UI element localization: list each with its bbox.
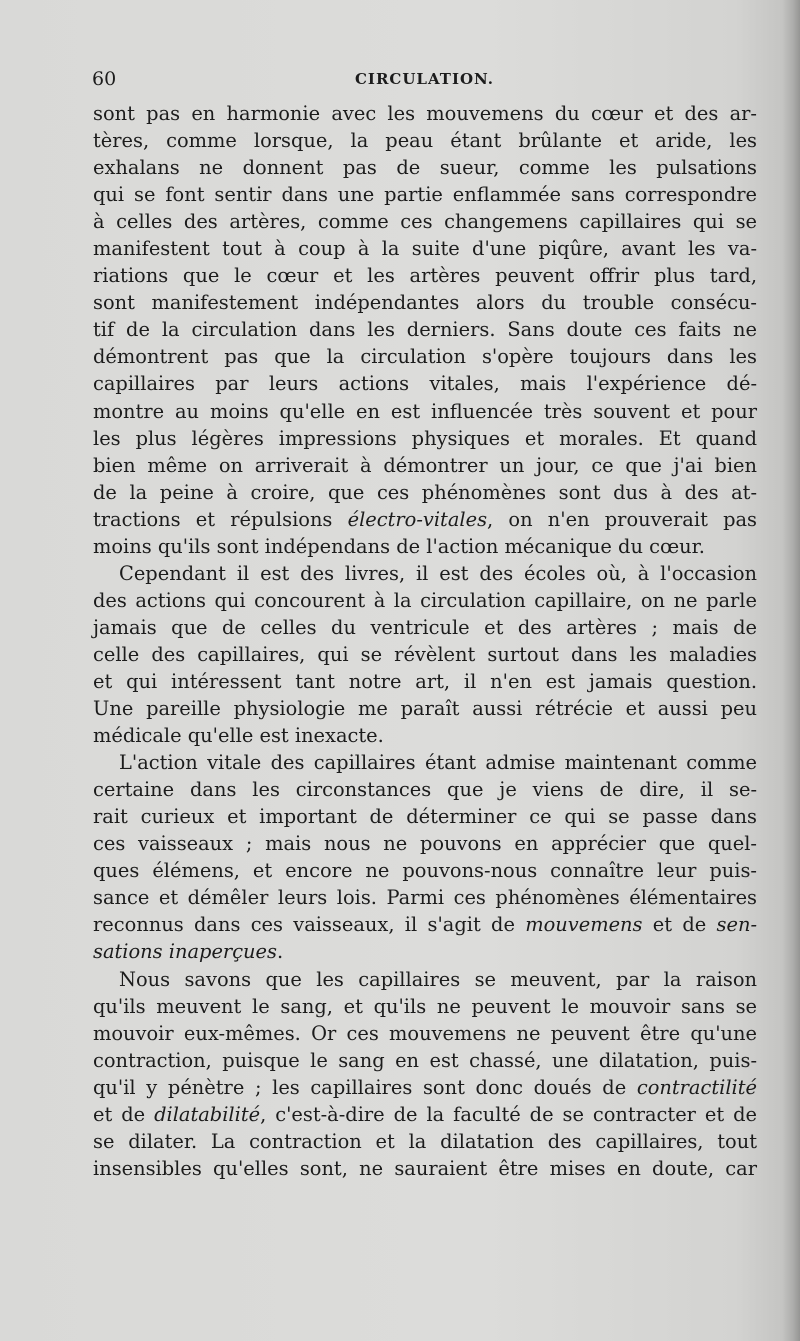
text-line [93, 398, 757, 425]
text-segment: Nous savons que les capillaires se meuvent, par la raison [119, 967, 757, 991]
text-line [93, 587, 757, 614]
italic-text: mouvemens [525, 913, 643, 937]
text-line [93, 993, 757, 1020]
text-line [93, 938, 757, 965]
text-segment: sont manifestement indépendantes alors du trouble consécu- [93, 291, 757, 315]
text-segment: médicale qu'elle est inexacte. [93, 724, 384, 748]
text-segment: démontrent pas que la circulation s'opère toujours dans les [93, 345, 757, 369]
text-line [93, 343, 757, 370]
text-segment: riations que le cœur et les artères peuvent offrir plus tard, [93, 264, 757, 288]
text-segment: qui se font sentir dans une partie enflammée sans correspondre [93, 183, 757, 207]
italic-text: électro-vitales [347, 507, 488, 531]
text-segment: , c'est-à-dire de la faculté de se contracter et de [260, 1102, 757, 1126]
text-segment: sont pas en harmonie avec les mouvemens du cœur et des ar- [93, 102, 757, 125]
text-segment: rait curieux et important de déterminer ce qui se passe dans [93, 805, 757, 829]
text-line [93, 776, 757, 803]
text-segment: , on n'en prouverait pas [487, 507, 757, 531]
text-line [93, 641, 757, 668]
text-line [93, 1047, 757, 1074]
text-segment: sance et démêler leurs lois. Parmi ces phénomènes élémentaires [93, 886, 757, 910]
text-line [93, 370, 757, 397]
text-segment: jamais que de celles du ventricule et des artères ; mais de [93, 615, 757, 639]
italic-text: sations inaperçues [93, 940, 277, 964]
text-segment: qu'il y pénètre ; les capillaires sont donc doués de [93, 1075, 637, 1099]
text-segment: capillaires par leurs actions vitales, mais l'expérience dé- [93, 372, 757, 396]
text-segment: Cependant il est des livres, il est des écoles où, à l'occasion [119, 561, 757, 585]
text-line [93, 127, 757, 154]
text-segment: certaine dans les circonstances que je viens de dire, il se- [93, 778, 757, 802]
text-line [93, 262, 757, 289]
text-segment: tractions et répulsions [93, 507, 348, 531]
text-line [93, 695, 757, 722]
text-segment: et de [93, 1102, 155, 1126]
text-line [93, 1020, 757, 1047]
text-line [93, 316, 757, 343]
text-line [93, 668, 757, 695]
text-segment: à celles des artères, comme ces changemens capillaires qui se [93, 210, 757, 234]
text-segment: moins qu'ils sont indépendans de l'action mécanique du cœur. [93, 534, 705, 558]
text-segment: L'action vitale des capillaires étant admise maintenant comme [119, 751, 757, 775]
text-line [93, 1101, 757, 1128]
text-line [93, 452, 757, 479]
text-line [93, 154, 757, 181]
text-line [93, 479, 757, 506]
text-line [93, 235, 757, 262]
text-line [93, 803, 757, 830]
text-line [93, 911, 757, 938]
text-line [93, 830, 757, 857]
text-line [93, 857, 757, 884]
page-header [92, 68, 757, 96]
text-line [93, 289, 757, 316]
text-segment: qu'ils meuvent le sang, et qu'ils ne peuvent le mouvoir sans se [93, 994, 757, 1018]
italic-text: contractilité [636, 1075, 757, 1099]
text-line [93, 425, 757, 452]
text-segment: contraction, puisque le sang en est chassé, une dilatation, puis- [93, 1048, 757, 1072]
text-segment: et qui intéressent tant notre art, il n'en est jamais question. [93, 669, 757, 693]
text-segment: de la peine à croire, que ces phénomènes sont dus à des at- [93, 480, 757, 504]
text-segment: montre au moins qu'elle en est influencée très souvent et pour [93, 399, 757, 423]
text-line [93, 506, 757, 533]
text-segment: reconnus dans ces vaisseaux, il s'agit de [93, 913, 526, 937]
text-line [93, 1074, 757, 1101]
text-segment: insensibles qu'elles sont, ne sauraient être mises en doute, car [93, 1156, 757, 1180]
text-line [93, 208, 757, 235]
text-line [93, 966, 757, 993]
text-line [93, 560, 757, 587]
text-segment: ces vaisseaux ; mais nous ne pouvons en apprécier que quel- [93, 832, 757, 856]
text-segment: et de [642, 913, 717, 937]
text-segment: les plus légères impressions physiques et morales. Et quand [93, 426, 757, 450]
text-segment: mouvoir eux-mêmes. Or ces mouvemens ne peuvent être qu'une [93, 1021, 757, 1045]
text-line [93, 1128, 757, 1155]
text-line [93, 181, 757, 208]
text-segment: exhalans ne donnent pas de sueur, comme les pulsations [93, 156, 757, 180]
page-edge-shadow [782, 0, 800, 1341]
text-line [93, 1155, 757, 1182]
text-line [93, 884, 757, 911]
text-segment: Une pareille physiologie me paraît aussi rétrécie et aussi peu [93, 697, 757, 721]
text-segment: se dilater. La contraction et la dilatation des capillaires, tout [93, 1129, 757, 1153]
text-segment: tères, comme lorsque, la peau étant brûlante et aride, les [93, 129, 757, 153]
text-segment: bien même on arriverait à démontrer un jour, ce que j'ai bien [93, 453, 757, 477]
text-segment: tif de la circulation dans les derniers. Sans doute ces faits ne [93, 318, 757, 342]
text-line [93, 722, 757, 749]
text-line [93, 100, 757, 127]
text-line [93, 533, 757, 560]
italic-text: dilatabilité [154, 1102, 261, 1126]
text-line [93, 749, 757, 776]
running-title: CIRCULATION. [354, 70, 495, 88]
text-segment: ques élémens, et encore ne pouvons-nous connaître leur puis- [93, 859, 757, 883]
italic-text: sen- [716, 913, 757, 937]
body-text [93, 100, 757, 1182]
text-segment: . [276, 940, 284, 964]
text-segment: manifestent tout à coup à la suite d'une piqûre, avant les va- [93, 237, 757, 261]
text-line [93, 614, 757, 641]
page-number: 60 [92, 68, 117, 90]
text-segment: celle des capillaires, qui se révèlent surtout dans les maladies [93, 642, 757, 666]
text-segment: des actions qui concourent à la circulation capillaire, on ne parle [93, 588, 757, 612]
